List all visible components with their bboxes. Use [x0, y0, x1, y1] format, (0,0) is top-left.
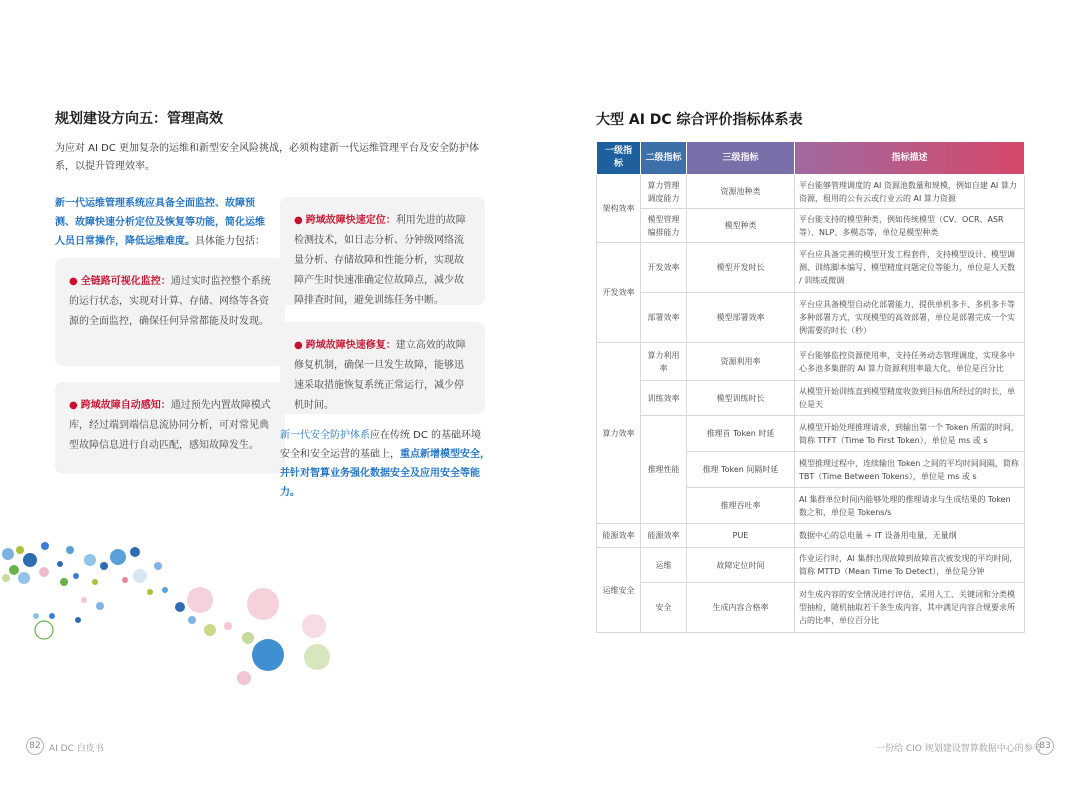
cell-level1: 开发效率	[597, 243, 641, 343]
cell-level3: 推理首 Token 时延	[687, 416, 795, 452]
page-number-left: 82	[26, 737, 44, 755]
ops-system-highlight	[55, 194, 265, 251]
cell-description: 从模型开始训练直到模型精度收敛到目标值所经过的时长，单位是天	[795, 381, 1025, 416]
card-title: 跨域故障快速定位：	[305, 215, 396, 226]
card-fault-perception	[55, 382, 285, 474]
highlight-tail: 具体能力包括：	[195, 236, 265, 247]
card-fault-location	[280, 197, 485, 305]
cell-level3: 生成内容合格率	[687, 583, 795, 633]
table-row	[597, 416, 1025, 452]
note-a: 新一代安全防护体系	[280, 430, 370, 441]
card-full-link-monitoring	[55, 258, 285, 366]
bullet-dot-icon: ●	[294, 340, 303, 351]
cell-level2: 运维	[641, 548, 687, 583]
card-title: 全链路可视化监控：	[80, 276, 171, 287]
header-level1: 一级指标	[597, 142, 641, 175]
table-header-row	[597, 142, 1025, 175]
cell-level2: 算力利用率	[641, 343, 687, 381]
cell-level3: 资源利用率	[687, 343, 795, 381]
cell-level2: 算力管理调度能力	[641, 175, 687, 209]
card-fault-repair	[280, 322, 485, 414]
card-text: 建立高效的故障修复机制，确保一旦发生故障，能够迅速采取措施恢复系统正常运行，减少停机时间。	[294, 340, 466, 411]
cell-level1: 架构效率	[597, 175, 641, 243]
cell-level3: 推理吞吐率	[687, 488, 795, 524]
header-level2: 二级指标	[641, 142, 687, 175]
cell-level3: 模型部署效率	[687, 293, 795, 343]
card-title: 跨域故障自动感知：	[80, 400, 171, 411]
cell-level2: 安全	[641, 583, 687, 633]
table-row	[597, 209, 1025, 243]
highlight-text: 新一代运维管理系统应具备全面监控、故障预测、故障快速分析定位及恢复等功能，简化运维人员日常操作，降低运维难度。	[55, 198, 265, 247]
intro-paragraph: 为应对 AI DC 更加复杂的运维和新型安全风险挑战，必须构建新一代运维管理平台及安全防护体系，以提升管理效率。	[55, 143, 480, 172]
table-title: 大型 AI DC 综合评价指标体系表	[596, 112, 803, 128]
cell-level2: 部署效率	[641, 293, 687, 343]
decorative-dots-graphic	[0, 520, 340, 700]
cell-level2: 推理性能	[641, 416, 687, 524]
table-row	[597, 548, 1025, 583]
table-row	[597, 524, 1025, 548]
table-row	[597, 381, 1025, 416]
table-row	[597, 243, 1025, 293]
page-number-right: 83	[1036, 737, 1054, 755]
card-text: 通过实时监控整个系统的运行状态，实现对计算、存储、网络等各资源的全面监控，确保任何异常都能及时发现。	[69, 276, 271, 327]
security-note	[280, 426, 490, 502]
header-level3: 三级指标	[687, 142, 795, 175]
cell-level3: 资源池种类	[687, 175, 795, 209]
cell-description: AI 集群单位时间内能够处理的推理请求与生成结果的 Token 数之和，单位是 Tokens/s	[795, 488, 1025, 524]
cell-level3: 故障定位时间	[687, 548, 795, 583]
cell-level3: 模型训练时长	[687, 381, 795, 416]
evaluation-index-table	[596, 141, 1025, 633]
cell-description: 数据中心的总电量 ÷ IT 设备用电量，无量纲	[795, 524, 1025, 548]
cell-description: 平台应具备完善的模型开发工程套件，支持模型设计、模型调测、训练脚本编写、模型精度问题定位等能力，单位是人天数 / 训练或微调	[795, 243, 1025, 293]
cell-level2: 开发效率	[641, 243, 687, 293]
cell-description: 平台应具备模型自动化部署能力，提供单机多卡、多机多卡等多种部署方式，实现模型的高效部署，单位是部署完成一个实例需要的时长（秒）	[795, 293, 1025, 343]
section-title: 规划建设方向五：管理高效	[55, 111, 223, 127]
card-title: 跨域故障快速修复：	[305, 340, 396, 351]
cell-level2: 能源效率	[641, 524, 687, 548]
header-description: 指标描述	[795, 142, 1025, 175]
cell-description: 平台能支持的模型种类，例如传统模型（CV、OCR、ASR 等）、NLP、多模态等，单位是模型种类	[795, 209, 1025, 243]
note-c: 重点新增模型安全，并针对智算业务强化数据安全及应用安全等能力。	[280, 449, 490, 498]
bullet-dot-icon: ●	[69, 400, 78, 411]
cell-level2: 模型管理编排能力	[641, 209, 687, 243]
table-row	[597, 343, 1025, 381]
table-row	[597, 583, 1025, 633]
table-row	[597, 293, 1025, 343]
cell-level1: 运维安全	[597, 548, 641, 633]
cell-level1: 能源效率	[597, 524, 641, 548]
table-row	[597, 175, 1025, 209]
cell-description: 平台能够管理调度的 AI 资源池数量和规模，例如自建 AI 算力资源，租用的公有云或行业云的 AI 算力资源	[795, 175, 1025, 209]
note-b: 应在传统 DC 的基础环境安全和安全运营的基础上，	[280, 430, 482, 460]
cell-level1: 算力效率	[597, 343, 641, 524]
cell-description: 对生成内容的安全情况进行评估，采用人工、关键词和分类模型抽检，随机抽取若干条生成内容，其中满足内容合规要求所占的比率，单位百分比	[795, 583, 1025, 633]
cell-level2: 训练效率	[641, 381, 687, 416]
footer-right-title: 一份给 CIO 规划建设智算数据中心的参考	[876, 744, 1042, 754]
card-text: 利用先进的故障检测技术，如日志分析、分钟级网络流量分析、存储故障和性能分析，实现故障产生时快速准确定位故障点，减少故障排查时间，避免训练任务中断。	[294, 215, 466, 306]
cell-description: 从模型开始处理推理请求，到输出第一个 Token 所需的时间，简称 TTFT（Time To First Token），单位是 ms 或 s	[795, 416, 1025, 452]
cell-level3: PUE	[687, 524, 795, 548]
cell-level3: 推理 Token 间隔时延	[687, 452, 795, 488]
card-text: 通过预先内置故障模式库，经过端到端信息流协同分析，可对常见典型故障信息进行自动匹配，感知故障发生。	[69, 400, 271, 451]
cell-description: 作业运行时，AI 集群出现故障到故障首次被发现的平均时间，简称 MTTD（Mean Time To Detect），单位是分钟	[795, 548, 1025, 583]
cell-level3: 模型开发时长	[687, 243, 795, 293]
cell-description: 模型推理过程中，连续输出 Token 之间的平均时间间隔，简称 TBT（Time Between Tokens），单位是 ms 或 s	[795, 452, 1025, 488]
bullet-dot-icon: ●	[69, 276, 78, 287]
bullet-dot-icon: ●	[294, 215, 303, 226]
footer-left-title: AI DC 白皮书	[49, 744, 104, 754]
cell-level3: 模型种类	[687, 209, 795, 243]
cell-description: 平台能够监控资源使用率，支持任务动态管理调度，实现多中心多池多集群的 AI 算力资源利用率最大化，单位是百分比	[795, 343, 1025, 381]
